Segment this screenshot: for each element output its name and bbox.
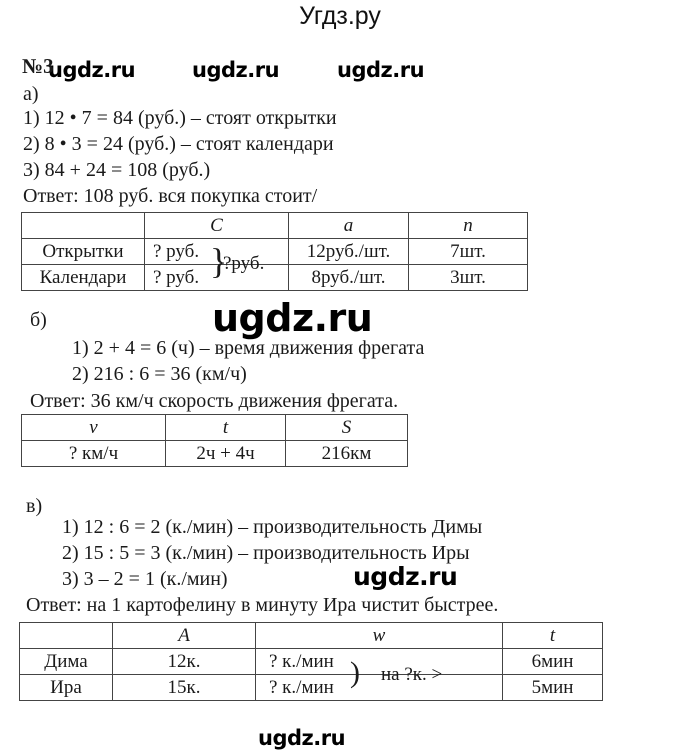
table-cell: 216км — [286, 441, 408, 467]
table-cell: Открытки — [22, 239, 145, 265]
table-cell: 2ч + 4ч — [166, 441, 286, 467]
table-row — [22, 265, 528, 291]
part-a-table — [21, 212, 528, 291]
table-row — [20, 675, 603, 701]
table-header-cell: t — [166, 415, 286, 441]
table-header-row — [22, 213, 528, 239]
table-cell: ? км/ч — [22, 441, 166, 467]
part-b-step-1: 1) 2 + 4 = 6 (ч) – время движения фрегата — [72, 337, 425, 359]
table-cell: ? к./мин — [256, 675, 503, 701]
table-row — [20, 649, 603, 675]
part-c-step-2: 2) 15 : 5 = 3 (к./мин) – производительность Иры — [62, 542, 470, 564]
table-header-row — [22, 415, 408, 441]
table-cell: ? руб. — [145, 265, 289, 291]
table-header-cell — [20, 623, 113, 649]
part-c-step-1: 1) 12 : 6 = 2 (к./мин) – производительность Димы — [62, 516, 483, 538]
part-a-step-3: 3) 84 + 24 = 108 (руб.) — [23, 159, 211, 181]
table-header-cell: t — [503, 623, 603, 649]
table-cell: 15к. — [113, 675, 256, 701]
table-header-cell: n — [409, 213, 528, 239]
table-row — [22, 239, 528, 265]
part-b-answer: Ответ: 36 км/ч скорость движения фрегата. — [30, 390, 399, 412]
table-cell: Ира — [20, 675, 113, 701]
compare-label: на ?к. > — [381, 664, 443, 685]
brace-label: ?руб. — [223, 253, 265, 274]
part-a-step-1: 1) 12 • 7 = 84 (руб.) – стоят открытки — [23, 107, 337, 129]
compare-arrow-icon: ) — [350, 656, 360, 689]
part-c-table — [19, 622, 603, 701]
table-header-cell: A — [113, 623, 256, 649]
table-header-cell: v — [22, 415, 166, 441]
table-cell: Дима — [20, 649, 113, 675]
watermark: ugdz.ru — [258, 726, 346, 750]
brace-icon: } — [210, 241, 228, 281]
part-b-label: б) — [30, 309, 47, 331]
task-number: №3 — [22, 54, 54, 78]
table-cell: ? руб. — [145, 239, 289, 265]
table-cell: 3шт. — [409, 265, 528, 291]
part-c-step-3: 3) 3 – 2 = 1 (к./мин) — [62, 568, 228, 590]
table-cell: 6мин — [503, 649, 603, 675]
table-cell: ? к./мин — [256, 649, 503, 675]
table-row — [22, 441, 408, 467]
part-c-answer: Ответ: на 1 картофелину в минуту Ира чистит быстрее. — [26, 594, 499, 616]
table-header-cell: C — [145, 213, 289, 239]
part-a-answer: Ответ: 108 руб. вся покупка стоит/ — [23, 185, 318, 207]
table-cell: 5мин — [503, 675, 603, 701]
table-header-row — [20, 623, 603, 649]
watermark: ugdz.ru — [212, 296, 373, 340]
table-header-cell: w — [256, 623, 503, 649]
watermark: ugdz.ru — [192, 58, 280, 82]
table-header-cell — [22, 213, 145, 239]
table-cell: 7шт. — [409, 239, 528, 265]
site-title: Угдз.ру — [299, 2, 381, 30]
part-a-step-2: 2) 8 • 3 = 24 (руб.) – стоят календари — [23, 133, 334, 155]
part-c-label: в) — [26, 495, 43, 517]
table-cell: 12к. — [113, 649, 256, 675]
part-a-label: а) — [23, 83, 39, 105]
table-cell: Календари — [22, 265, 145, 291]
watermark: ugdz.ru — [353, 562, 458, 591]
table-header-cell: a — [289, 213, 409, 239]
watermark: ugdz.ru — [48, 58, 136, 82]
part-b-step-2: 2) 216 : 6 = 36 (км/ч) — [72, 363, 247, 385]
watermark: ugdz.ru — [337, 58, 425, 82]
table-cell: 12руб./шт. — [289, 239, 409, 265]
part-b-table — [21, 414, 408, 467]
table-cell: 8руб./шт. — [289, 265, 409, 291]
table-header-cell: S — [286, 415, 408, 441]
